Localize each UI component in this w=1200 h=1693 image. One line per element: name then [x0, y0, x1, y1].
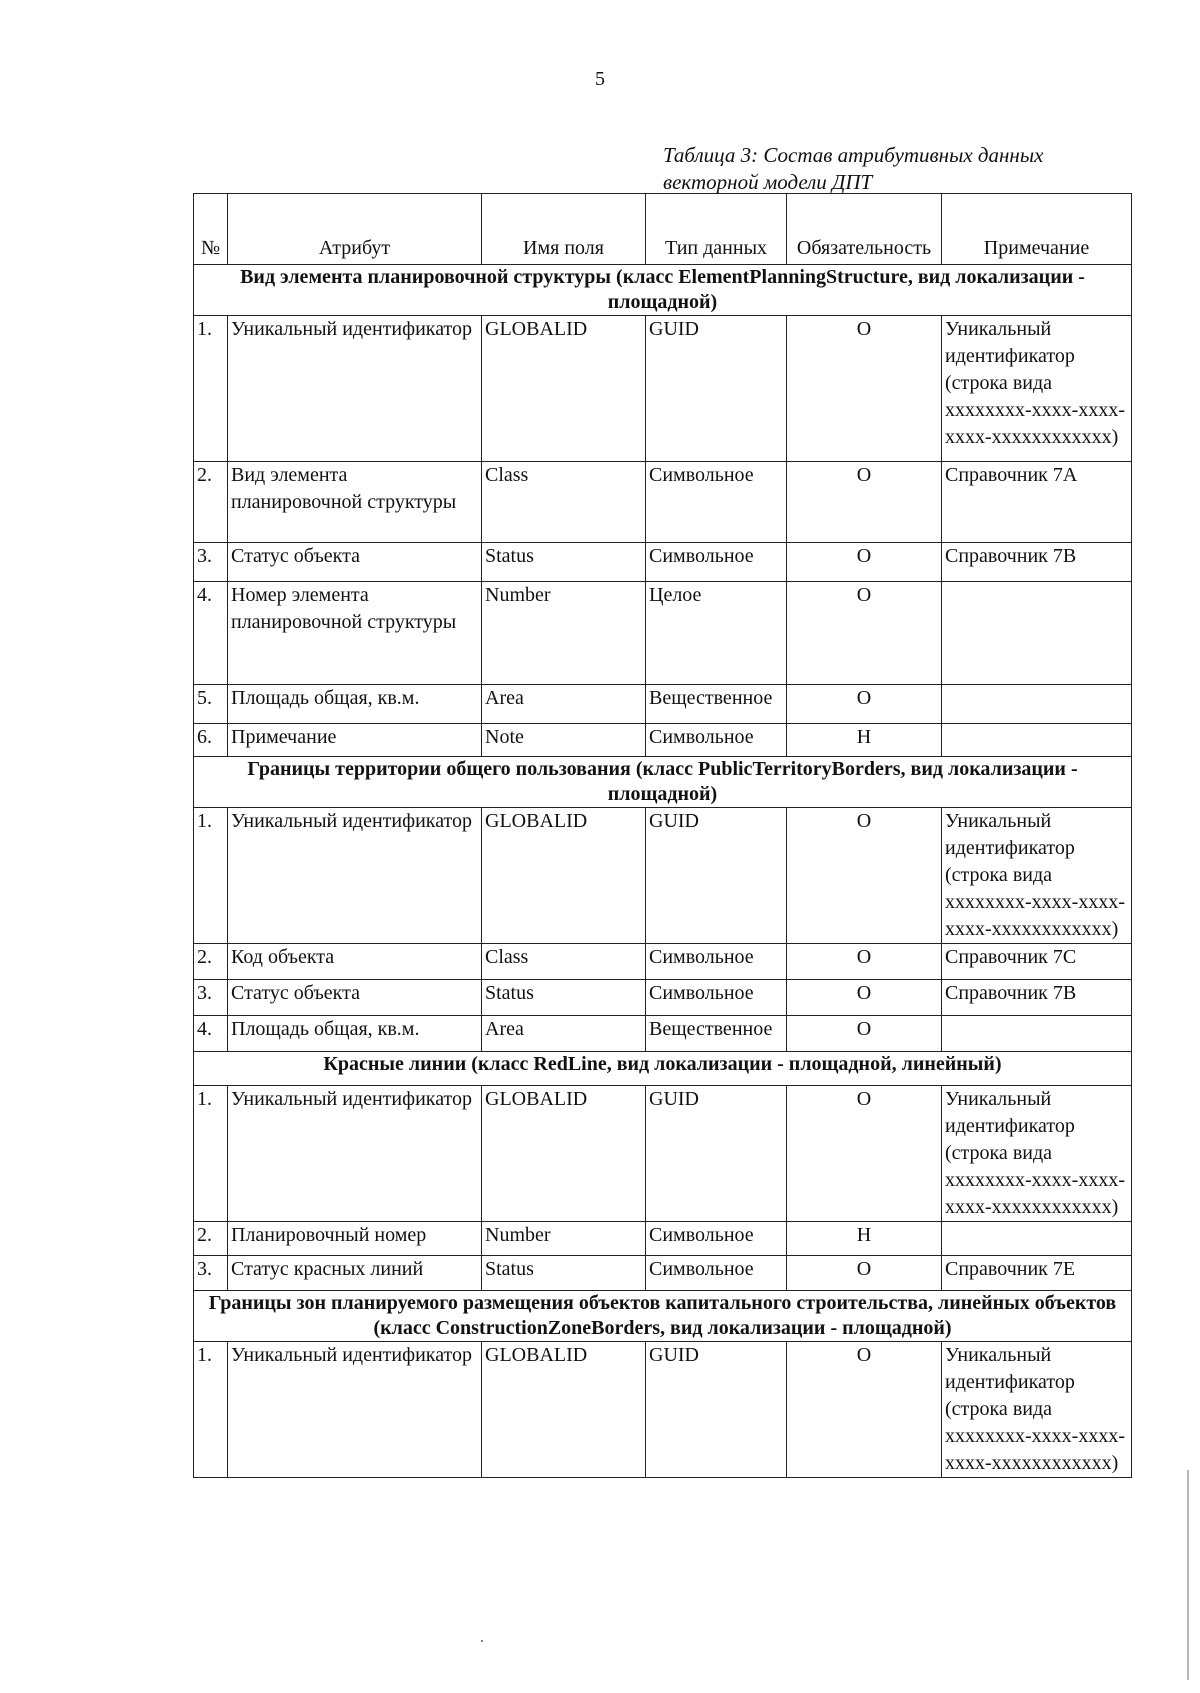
cell-data-type: GUID [646, 316, 787, 462]
cell-data-type: Символьное [646, 1222, 787, 1256]
cell-data-type: GUID [646, 1342, 787, 1478]
cell-field-name: GLOBALID [482, 316, 646, 462]
cell-field-name: Status [482, 1256, 646, 1291]
cell-field-name: GLOBALID [482, 1342, 646, 1478]
cell-note: Справочник 7В [942, 980, 1132, 1016]
cell-number: 2. [194, 1222, 228, 1256]
header-field-name: Имя поля [482, 194, 646, 265]
cell-required: О [787, 462, 942, 543]
cell-required: О [787, 1086, 942, 1222]
cell-required: О [787, 543, 942, 582]
section-title: Красные линии (класс RedLine, вид локализации - площадной, линейный) [194, 1052, 1132, 1086]
attributes-table [193, 193, 1132, 1478]
cell-note: Справочник 7В [942, 543, 1132, 582]
cell-note [942, 582, 1132, 685]
table-row [194, 582, 1132, 685]
cell-attribute: Уникальный идентификатор [228, 1086, 482, 1222]
cell-number: 1. [194, 1342, 228, 1478]
section-header-row [194, 1291, 1132, 1342]
cell-attribute: Уникальный идентификатор [228, 808, 482, 944]
section-title: Границы территории общего пользования (класс PublicTerritoryBorders, вид локализации - площадной) [194, 757, 1132, 808]
cell-data-type: GUID [646, 808, 787, 944]
cell-data-type: Символьное [646, 543, 787, 582]
cell-required: О [787, 1016, 942, 1052]
cell-attribute: Номер элемента планировочной структуры [228, 582, 482, 685]
cell-attribute: Статус красных линий [228, 1256, 482, 1291]
cell-data-type: Вещественное [646, 1016, 787, 1052]
table-row [194, 316, 1132, 462]
header-attribute: Атрибут [228, 194, 482, 265]
cell-note [942, 1016, 1132, 1052]
cell-number: 1. [194, 316, 228, 462]
cell-field-name: GLOBALID [482, 1086, 646, 1222]
cell-field-name: Class [482, 944, 646, 980]
cell-required: О [787, 1342, 942, 1478]
table-row [194, 944, 1132, 980]
cell-note: Справочник 7А [942, 462, 1132, 543]
cell-required: О [787, 944, 942, 980]
cell-attribute: Код объекта [228, 944, 482, 980]
cell-number: 1. [194, 808, 228, 944]
cell-field-name: Number [482, 1222, 646, 1256]
cell-field-name: Number [482, 582, 646, 685]
cell-attribute: Площадь общая, кв.м. [228, 1016, 482, 1052]
cell-number: 1. [194, 1086, 228, 1222]
cell-note: Уникальный идентификатор (строка вида xxxxxxxx-xxxx-xxxx-xxxx-xxxxxxxxxxxx) [942, 1342, 1132, 1478]
cell-attribute: Уникальный идентификатор [228, 316, 482, 462]
cell-field-name: GLOBALID [482, 808, 646, 944]
section-header-row [194, 265, 1132, 316]
table-row [194, 1222, 1132, 1256]
cell-attribute: Планировочный номер [228, 1222, 482, 1256]
cell-note: Уникальный идентификатор (строка вида xxxxxxxx-xxxx-xxxx-xxxx-xxxxxxxxxxxx) [942, 1086, 1132, 1222]
cell-attribute: Площадь общая, кв.м. [228, 685, 482, 724]
header-data-type: Тип данных [646, 194, 787, 265]
cell-attribute: Статус объекта [228, 543, 482, 582]
cell-required: О [787, 582, 942, 685]
section-header-row [194, 757, 1132, 808]
scan-artifact-dot [481, 1640, 483, 1642]
cell-note [942, 724, 1132, 757]
table-row [194, 543, 1132, 582]
cell-attribute: Статус объекта [228, 980, 482, 1016]
table-row [194, 808, 1132, 944]
table-row [194, 724, 1132, 757]
table-header-row [194, 194, 1132, 265]
cell-note: Уникальный идентификатор (строка вида xxxxxxxx-xxxx-xxxx-xxxx-xxxxxxxxxxxx) [942, 808, 1132, 944]
cell-number: 3. [194, 1256, 228, 1291]
header-note: Примечание [942, 194, 1132, 265]
cell-number: 3. [194, 980, 228, 1016]
table-row [194, 462, 1132, 543]
cell-attribute: Примечание [228, 724, 482, 757]
cell-data-type: Символьное [646, 944, 787, 980]
cell-note [942, 1222, 1132, 1256]
table-caption [663, 142, 1123, 196]
cell-number: 2. [194, 944, 228, 980]
table-row [194, 1342, 1132, 1478]
caption-line-1: Таблица 3: Состав атрибутивных данных [663, 143, 1044, 167]
cell-data-type: Символьное [646, 980, 787, 1016]
cell-field-name: Area [482, 1016, 646, 1052]
cell-data-type: GUID [646, 1086, 787, 1222]
cell-field-name: Note [482, 724, 646, 757]
cell-number: 2. [194, 462, 228, 543]
header-required: Обязательность [787, 194, 942, 265]
table-row [194, 1016, 1132, 1052]
cell-number: 5. [194, 685, 228, 724]
cell-field-name: Status [482, 543, 646, 582]
cell-note: Справочник 7С [942, 944, 1132, 980]
table-row [194, 1086, 1132, 1222]
cell-number: 6. [194, 724, 228, 757]
cell-number: 4. [194, 1016, 228, 1052]
cell-data-type: Символьное [646, 1256, 787, 1291]
cell-number: 4. [194, 582, 228, 685]
section-header-row [194, 1052, 1132, 1086]
page-number: 5 [595, 68, 605, 90]
cell-note [942, 685, 1132, 724]
table-row [194, 980, 1132, 1016]
cell-field-name: Class [482, 462, 646, 543]
cell-required: О [787, 808, 942, 944]
cell-field-name: Area [482, 685, 646, 724]
section-title: Границы зон планируемого размещения объектов капитального строительства, линейных объектов (класс ConstructionZoneBorders, вид локализации - площадной) [194, 1291, 1132, 1342]
table-body [194, 265, 1132, 1478]
cell-data-type: Символьное [646, 724, 787, 757]
header-number: № [194, 194, 228, 265]
cell-data-type: Вещественное [646, 685, 787, 724]
table-row [194, 685, 1132, 724]
cell-attribute: Вид элемента планировочной структуры [228, 462, 482, 543]
cell-attribute: Уникальный идентификатор [228, 1342, 482, 1478]
cell-required: О [787, 980, 942, 1016]
caption-line-2: векторной модели ДПТ [663, 170, 873, 194]
cell-field-name: Status [482, 980, 646, 1016]
section-title: Вид элемента планировочной структуры (класс ElementPlanningStructure, вид локализации - площадной) [194, 265, 1132, 316]
cell-note: Уникальный идентификатор (строка вида xxxxxxxx-xxxx-xxxx-xxxx-xxxxxxxxxxxx) [942, 316, 1132, 462]
cell-required: О [787, 685, 942, 724]
cell-required: Н [787, 1222, 942, 1256]
cell-required: О [787, 316, 942, 462]
cell-data-type: Символьное [646, 462, 787, 543]
cell-data-type: Целое [646, 582, 787, 685]
cell-required: Н [787, 724, 942, 757]
cell-note: Справочник 7Е [942, 1256, 1132, 1291]
scan-artifact-line [1187, 1470, 1189, 1680]
cell-required: О [787, 1256, 942, 1291]
table-row [194, 1256, 1132, 1291]
cell-number: 3. [194, 543, 228, 582]
